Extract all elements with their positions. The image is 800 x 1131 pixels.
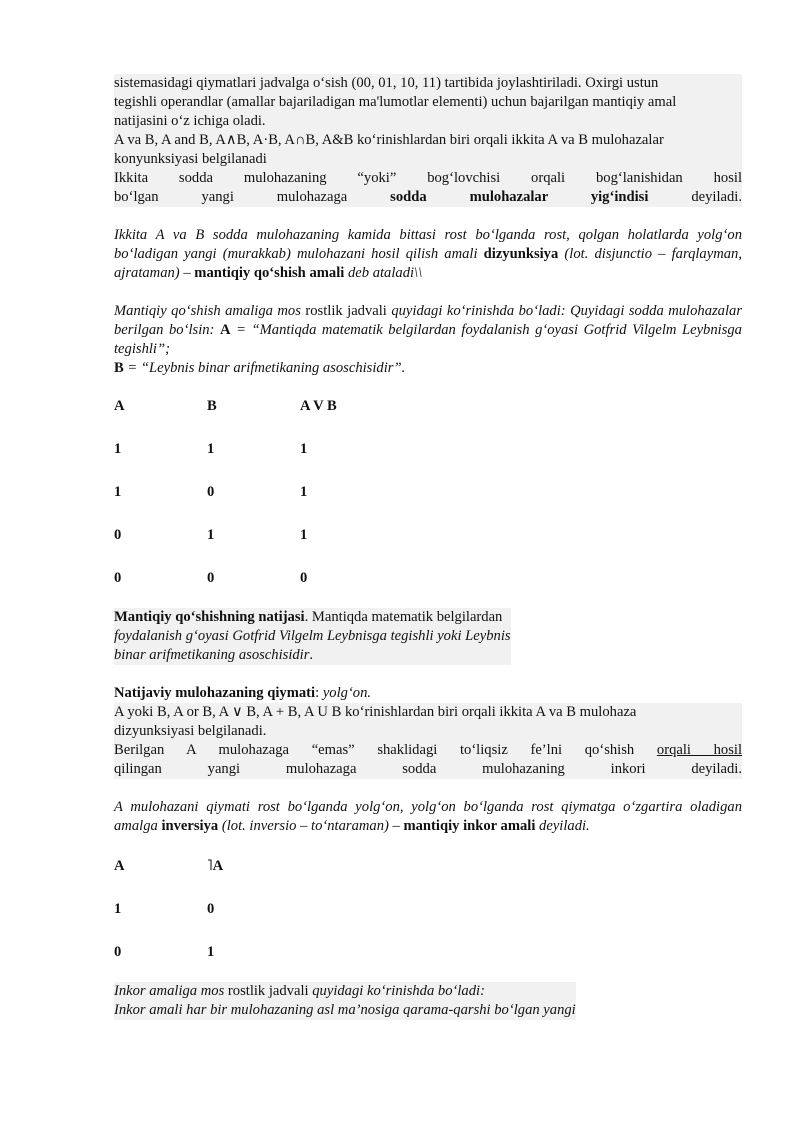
table-cell: 0: [114, 944, 122, 960]
italic-text: Mantiqiy qo‘shish amaliga mos: [114, 303, 301, 319]
paragraph-negation-table-intro: [114, 982, 576, 1020]
table-cell: 1: [207, 441, 215, 457]
italic-text: Inkor amali har bir mulohazaning asl ma’nosiga qarama-qarshi bo‘lgan yangi: [114, 1002, 576, 1018]
text: . Mantiqda matematik belgilardan: [304, 609, 503, 625]
paragraph-negation-definition-line2: [114, 760, 742, 779]
italic-text: Ikkita A va B sodda mulohazaning kamida bittasi rost bo‘lganda rost, qolgan holatlarda yolg‘on bo‘ladigan yangi (murakkab) mulohazani hosil qilish amali: [114, 227, 742, 262]
document-page: [114, 74, 742, 1020]
text-line: deyiladi.: [691, 189, 742, 205]
text-line: Ikkita sodda mulohazaning “yoki” bog‘lovchisi orqali bog‘lanishidan hosil: [114, 170, 742, 186]
table-cell: 1: [114, 441, 122, 457]
italic-text: (lot. disjunctio – farqlayman, ajrataman) –: [114, 246, 742, 281]
paragraph-truth-table-intro: [114, 302, 742, 378]
italic-text: quyidagi ko‘rinishda bo‘ladi:: [312, 983, 485, 999]
paragraph-inversion-definition: [114, 798, 742, 836]
text-line: konyunksiyasi belgilanadi: [114, 151, 267, 167]
paragraph-sum-definition-line2: [114, 188, 742, 207]
table-row: [114, 944, 742, 982]
table-cell: 1: [300, 484, 308, 500]
paragraph-disjunction-definition: [114, 226, 742, 283]
underlined-text: orqali hosil: [656, 742, 743, 758]
italic-text: yolg‘on.: [322, 685, 372, 701]
text-line: bo‘lgan yangi mulohazaga: [114, 189, 348, 205]
text-line: dizyunksiyasi belgilanadi.: [114, 723, 267, 739]
paragraph-disjunction-notation: [114, 703, 742, 741]
italic-text: A mulohazani qiymati rost bo‘lganda yolg‘on, yolg‘on bo‘lganda rost qiymatga o‘zgartira oladigan amalga: [114, 799, 742, 834]
italic-text: deb ataladi\\: [347, 265, 423, 281]
text-line: A yoki B, A or B, A ∨ B, A + B, A U B ko‘rinishlardan biri orqali ikkita A va B mulohaza: [114, 704, 637, 720]
bold-term: Natijaviy mulohazaning qiymati: [114, 685, 316, 701]
disjunction-truth-table: [114, 398, 742, 608]
table-header-cell: A: [114, 398, 125, 414]
table-row: [114, 527, 742, 570]
table-cell: 0: [207, 570, 215, 586]
italic-text: Inkor amaliga mos: [114, 983, 225, 999]
table-cell: 1: [114, 484, 122, 500]
table-cell: 1: [114, 901, 122, 917]
text: rostlik jadvali: [227, 983, 309, 999]
table-header-cell: ˥A: [207, 858, 224, 874]
table-cell: 1: [207, 944, 215, 960]
negation-truth-table: [114, 858, 742, 982]
text: .: [309, 647, 314, 663]
table-cell: 1: [207, 527, 215, 543]
bold-term: B: [114, 360, 124, 376]
text-line: A va B, A and B, A∧B, A·B, A∩B, A&B ko‘rinishlardan biri orqali ikkita A va B mulohazalar: [114, 132, 664, 148]
paragraph-negation-definition: [114, 741, 742, 760]
bold-term: mantiqiy inkor amali: [403, 818, 536, 834]
table-row: [114, 570, 742, 608]
paragraph-result-1: [114, 608, 511, 665]
table-row: [114, 441, 742, 484]
bold-term: sodda mulohazalar yig‘indisi: [390, 189, 649, 205]
text: :: [315, 685, 320, 701]
bold-term: Mantiqiy qo‘shishning natijasi: [114, 609, 305, 625]
italic-text: (lot. inversio – to‘ntaraman) –: [221, 818, 400, 834]
paragraph-truth-table-order: [114, 74, 742, 131]
bold-term: mantiqiy qo‘shish amali: [194, 265, 345, 281]
text: rostlik jadvali: [305, 303, 387, 319]
table-cell: 0: [207, 484, 215, 500]
table-cell: 1: [300, 527, 308, 543]
text-line: natijasini o‘z ichiga oladi.: [114, 113, 266, 129]
table-row: [114, 484, 742, 527]
table-header-cell: A V B: [300, 398, 337, 414]
italic-text: = “Leybnis binar arifmetikaning asoschisidir”.: [127, 360, 406, 376]
bold-term: A: [219, 322, 231, 338]
italic-text: foydalanish g‘oyasi Gotfrid Vilgelm Leybnisga tegishli yoki Leybnis: [114, 628, 511, 644]
paragraph-sum-definition: [114, 169, 742, 188]
bold-term: inversiya: [161, 818, 219, 834]
bold-term: dizyunksiya: [483, 246, 559, 262]
table-row: [114, 901, 742, 944]
table-header-row: [114, 398, 742, 441]
paragraph-result-2: [114, 684, 742, 703]
text-line: qilingan yangi mulohazaga sodda mulohazaning inkori deyiladi.: [114, 761, 742, 777]
text-line: tegishli operandlar (amallar bajariladigan ma'lumotlar elementi) uchun bajarilgan mantiqiy amal: [114, 94, 677, 110]
table-cell: 0: [300, 570, 308, 586]
table-header-cell: B: [207, 398, 217, 414]
text-line: sistemasidagi qiymatlari jadvalga o‘sish (00, 01, 10, 11) tartibida joylashtiriladi. Oxirgi ustun: [114, 75, 659, 91]
paragraph-conjunction-notation: [114, 131, 742, 169]
italic-text: binar arifmetikaning asoschisidir: [114, 647, 310, 663]
italic-text: deyiladi.: [539, 818, 590, 834]
table-cell: 1: [300, 441, 308, 457]
table-header-row: [114, 858, 742, 901]
table-cell: 0: [207, 901, 215, 917]
table-header-cell: A: [114, 858, 125, 874]
table-cell: 0: [114, 527, 122, 543]
table-cell: 0: [114, 570, 122, 586]
italic-text: quyidagi ko‘rinishda bo‘ladi: Quyidagi sodda mulohazalar berilgan bo‘lsin:: [114, 303, 742, 338]
text: Berilgan A mulohazaga “emas” shaklidagi to‘liqsiz fe’lni qo‘shish: [114, 742, 635, 758]
italic-text: = “Mantiqda matematik belgilardan foydalanish g‘oyasi Gotfrid Vilgelm Leybnisga tegishli”;: [114, 322, 742, 357]
